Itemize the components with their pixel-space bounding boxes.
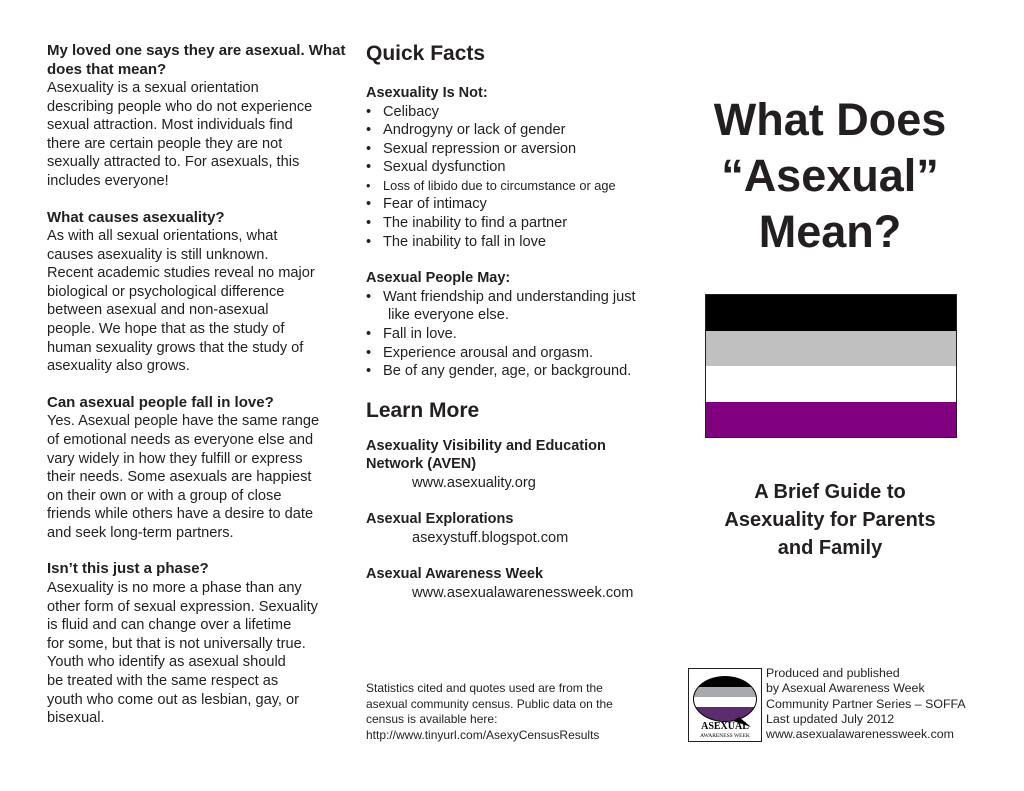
faq-question: Can asexual people fall in love? (47, 393, 274, 411)
list-item (366, 288, 666, 325)
faq-question: My loved one says they are asexual. What does that mean? (47, 42, 346, 78)
list-item: • Celibacy (366, 103, 666, 122)
faq-answer: Yes. Asexual people have the same range of emotional needs as everyone else and vary widely in how they fulfill or express their needs. Some asexuals are happiest on their own or with a group of close friends while others have a desire to date and seek long-term partners. (47, 413, 320, 541)
faq-answer: As with all sexual orientations, what causes asexuality is still unknown. Recent academic studies reveal no major biological or psychological difference between asexual and non-asexual people. We hope that as the study of human sexuality grows that the study of asexuality also grows. (47, 228, 315, 375)
resource-item (366, 510, 666, 547)
asexual-awareness-week-logo (688, 668, 762, 742)
resource-url[interactable]: www.asexualawarenessweek.com (412, 584, 634, 601)
may-heading: Asexual People May: (366, 270, 511, 287)
list-item: • Fall in love. (366, 325, 666, 344)
list-item: • Fear of intimacy (366, 195, 666, 214)
faq-column (47, 42, 347, 746)
flag-stripe-gray (706, 331, 956, 367)
list-item: • The inability to fall in love (366, 233, 666, 252)
may-list (366, 288, 666, 381)
resource-name: Asexual Awareness Week (366, 566, 544, 583)
resource-name: Asexuality Visibility and Education Network (AVEN) (366, 437, 606, 473)
faq-answer: Asexuality is no more a phase than any other form of sexual expression. Sexuality is fluid and can change over a lifetime for some, but that is not universally true. Youth who identify as asexual should be treated with the same respect as youth who come out as lesbian, gay, or bisexual. (47, 579, 318, 727)
faq-question: What causes asexuality? (47, 208, 225, 226)
flag-stripe-black (706, 295, 956, 331)
flag-stripe-white (706, 366, 956, 402)
resource-name: Asexual Explorations (366, 511, 514, 528)
facts-column (366, 42, 666, 621)
resource-item (366, 565, 666, 602)
faq-answer: Asexuality is a sexual orientation describing people who do not experience sexual attraction. Most individuals find there are certain people they are not sexually attracted to. For asexuals, this includes everyone! (47, 80, 313, 189)
faq-item (47, 560, 347, 727)
faq-item (47, 209, 347, 376)
logo-subtext: AWARENESS WEEK (700, 733, 750, 739)
learn-more-heading: Learn More (366, 398, 480, 422)
list-item: • Androgyny or lack of gender (366, 121, 666, 140)
flag-stripe-purple (706, 402, 956, 438)
page-title: What Does “Asexual” Mean? (713, 94, 947, 257)
speech-bubble-icon (689, 669, 761, 741)
list-item: • Loss of libido due to circumstance or age (366, 177, 666, 196)
subtitle: A Brief Guide to Asexuality for Parents and Family (724, 481, 936, 559)
list-item: • Experience arousal and orgasm. (366, 344, 666, 363)
logo-text: ASEXUAL (701, 721, 749, 732)
list-item: • Sexual dysfunction (366, 158, 666, 177)
resource-item (366, 437, 666, 493)
is-not-heading: Asexuality Is Not: (366, 85, 488, 101)
quick-facts-heading: Quick Facts (366, 42, 486, 65)
stats-note: Statistics cited and quotes used are from the asexual community census. Public data on the census is available here: http://www.tinyurl.com/AsexyCensusResults (366, 681, 613, 742)
list-item-text: Want friendship and understanding just (383, 288, 636, 305)
faq-question: Isn’t this just a phase? (47, 560, 209, 578)
list-item: • The inability to find a partner (366, 214, 666, 233)
is-not-list (366, 103, 666, 252)
resource-url[interactable]: www.asexuality.org (412, 474, 536, 491)
faq-item (47, 394, 347, 543)
resource-url[interactable]: asexystuff.blogspot.com (412, 529, 569, 546)
credits: Produced and published by Asexual Awareness Week Community Partner Series – SOFFA Last updated July 2012 www.asexualawarenessweek.com (766, 666, 966, 742)
list-item: • Be of any gender, age, or background. (366, 362, 666, 381)
list-item-continuation: like everyone else. (388, 307, 509, 324)
asexual-flag (705, 294, 957, 438)
faq-item (47, 42, 347, 191)
list-item: • Sexual repression or aversion (366, 140, 666, 159)
